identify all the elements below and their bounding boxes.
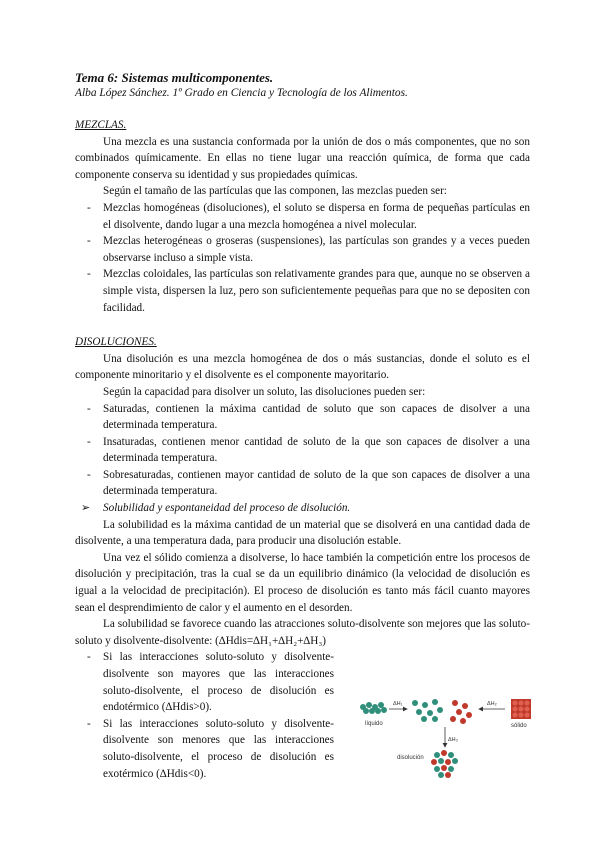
separated-solute-icon — [450, 700, 472, 724]
paragraph: La solubilidad se favorece cuando las atracciones soluto-disolvente son mejores que las soluto-soluto y disolvente-disolvente: (∆Hdis=∆H₁+∆H₂+∆H₃) — [75, 618, 530, 647]
list-item: - Sobresaturadas, contienen mayor cantidad de soluto de la que son capaces de disolver a una determinada temperatura. — [87, 468, 530, 498]
list-item: - Mezclas homogéneas (disoluciones), el soluto se dispersa en forma de pequeñas partículas en el disolvente, dando lugar a una mezcla homogénea a nivel molecular. — [87, 201, 530, 231]
paragraph: Una vez el sólido comienza a disolverse, lo hace también la competición entre los procesos de disolución y precipitación, tras la cual se da un equilibrio dinámico (la velocidad de disolución es igual a la velocidad de precipitación). El proceso de disolución es tanto más fácil cuanto mayores sean el desprendimiento de calor y el aumento en el desorden. — [75, 551, 530, 614]
section-heading-mezclas: MEZCLAS. — [75, 119, 127, 131]
solid-lattice-icon — [511, 699, 531, 719]
separated-solvent-icon — [412, 699, 443, 722]
paragraph: Según el tamaño de las partículas que las componen, las mezclas pueden ser: — [103, 185, 447, 198]
label-liquido: líquido — [365, 721, 383, 728]
mezclas-list — [75, 200, 530, 316]
section-heading-disoluciones: DISOLUCIONES. — [75, 336, 157, 349]
liquid-molecules-icon — [360, 702, 387, 714]
label-dh1: ΔH₁ — [393, 701, 403, 708]
disoluciones-list — [75, 401, 530, 501]
paragraph: La solubilidad es la máxima cantidad de un material que se disolverá en una cantidad dada de disolvente, a una temperatura dada, para producir una disolución estable. — [75, 518, 530, 548]
paragraph: Una mezcla es una sustancia conformada por la unión de dos o más componentes, que no son combinados químicamente. En ellas no tiene lugar una reacción química, de forma que cada componente conserva su identidad y sus propiedades químicas. — [75, 135, 530, 181]
paragraph: Una disolución es una mezcla homogénea de dos o más sustancias, donde el soluto es el componente minoritario y el disolvente es el componente mayoritario. — [75, 352, 530, 382]
label-solido: sólido — [511, 723, 527, 730]
label-dh3: ΔH₃ — [448, 737, 458, 744]
solution-molecules-icon — [431, 750, 458, 778]
dissolution-diagram — [355, 697, 535, 807]
list-item: - Insaturadas, contienen menor cantidad de soluto de la que son capaces de disolver a una determinada temperatura. — [87, 435, 530, 465]
list-item: - Mezclas coloidales, las partículas son relativamente grandes para que, aunque no se observen a simple vista, dispersen la luz, pero son suficientemente pequeñas para que no se depositen con facilidad. — [87, 268, 530, 314]
list-item: - Si las interacciones soluto-soluto y disolvente-disolvente son mayores que las interacciones soluto-disolvente, el proceso de disolución es endotérmico (∆Hdis>0). — [87, 651, 334, 714]
list-item: - Mezclas heterogéneas o groseras (suspensiones), las partículas son grandes y a veces pueden observarse incluso a simple vista. — [87, 235, 530, 264]
document-subtitle: Alba López Sánchez. 1º Grado en Ciencia y Tecnología de los Alimentos. — [75, 87, 408, 99]
split-section — [75, 649, 530, 782]
subsection-heading: ➢ Solubilidad y espontaneidad del proceso de disolución. — [75, 500, 530, 517]
list-item: - Saturadas, contienen la máxima cantidad de soluto que son capaces de disolver a una determinada temperatura. — [87, 402, 530, 432]
label-disolucion: disolución — [397, 755, 424, 762]
label-dh2: ΔH₂ — [487, 701, 497, 708]
document-title: Tema 6: Sistemas multicomponentes. — [75, 70, 274, 85]
paragraph: Según la capacidad para disolver un soluto, las disoluciones pueden ser: — [103, 385, 426, 398]
document-page — [75, 70, 530, 782]
arrow-bullet-icon: ➢ — [81, 502, 91, 515]
list-item: - Si las interacciones soluto-soluto y disolvente-disolvente son menores que las interacciones soluto-disolvente, el proceso de disolución es exotérmico (∆Hdis<0). — [87, 717, 334, 780]
